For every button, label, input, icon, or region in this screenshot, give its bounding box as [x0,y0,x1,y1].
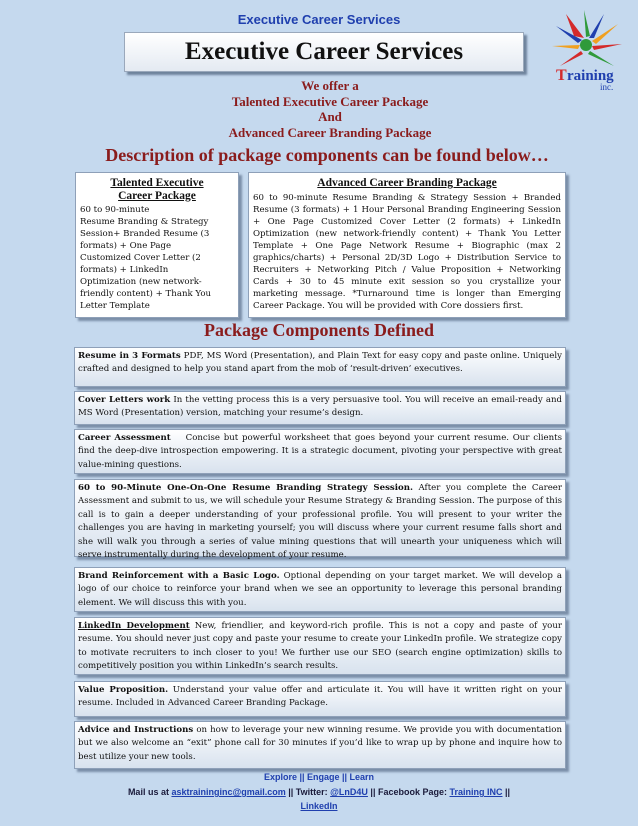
talented-package-title [80,177,234,202]
text-line: formats) + LinkedIn [80,265,169,275]
text-line: formats) + One Page [80,241,172,251]
linkedin-link[interactable]: LinkedIn [300,801,338,811]
logo-wordmark: raining [567,68,614,84]
text-line: Letter Template [80,301,150,311]
component-value-proposition [74,681,566,717]
offer-line: And [318,109,342,124]
component-text: Concise but powerful worksheet that goes beyond your current resume. Our clients find the deep-dive introspection empowering. It is a strategic document, pivoting your perspective with great value-mining questions. [78,433,565,470]
text-line: Optimization (new network- [80,277,202,287]
component-text: Understand your value offer and articulate it. You will have it written right on your resume. Included in Advanced Career Branding Package. [78,685,562,709]
offer-line: Talented Executive Career Package [231,93,429,109]
email-link[interactable]: asktraininginc@gmail.com [171,787,286,797]
component-title: Resume in 3 Formats [78,351,181,361]
component-text: PDF, MS Word (Presentation), and Plain Text for easy copy and paste online. Uniquely crafted and designed to help you stand apart from the mob of ‘result-driven’ executives. [78,351,562,375]
offer-line: We offer a [301,78,359,93]
component-text: After you complete the Career Assessment and submit to us, we will schedule your Resume Strategy & Branding Session. The purpose of this call is to gain a deeper understanding of your professional profile. You will present to your writer the challenges you are having in marketing yourself; you will discuss where your current resume falls short and she will walk you through a series of value mining questions that will unearth your uniqueness which will serve instrumentally during the development of your resume. [78,483,562,561]
component-title: Brand Reinforcement with a Basic Logo. [78,571,280,581]
components-heading: Package Components Defined [204,320,434,340]
title-line: Career Package [118,189,196,202]
component-text: In the vetting process this is a very persuasive tool. You will receive an email-ready and MS Word (Presentation) version, matching your resume’s design. [78,395,562,419]
twitter-label: || Twitter: [285,787,331,797]
component-text: Optional depending on your target market. We will develop a logo of our choice to reinforce your brand when we see an opportunity to leverage this personal branding element. We will discuss this with you. [78,571,563,608]
component-strategy-session [74,479,566,561]
offer-block [150,78,510,140]
page-title [124,32,524,72]
component-linkedin [74,617,566,675]
twitter-link[interactable]: @LnD4U [330,787,368,797]
component-text: New, friendlier, and keyword-rich profile. This is not a copy and paste of your resume. You should never just copy and paste your resume to create your LinkedIn profile. We strategize copy to motivate recruiters to inch closer to you! We further use our SEO (search engine optimization) skills to competitively position you within LinkedIn’s search results. [78,621,562,672]
text-line: Resume Branding & Strategy [80,217,209,227]
logo-initial: T [556,67,567,84]
logo-sub: inc. [600,82,614,92]
facebook-label: || Facebook Page: [367,787,450,797]
advanced-package-title: Advanced Career Branding Package [317,177,497,189]
component-cover-letters [74,391,566,425]
footer-contacts [0,787,638,797]
top-label: Executive Career Services [237,12,401,27]
mail-label: Mail us at [127,787,172,797]
text-line: friendly content) + Thank You [80,289,212,299]
talented-package-panel [75,172,239,318]
offer-line: Advanced Career Branding Package [228,124,432,140]
footer-tagline: Explore || Engage || Learn [263,772,375,782]
component-title: Value Proposition. [78,685,169,695]
sunburst-icon [552,10,622,66]
component-brand-logo [74,567,566,612]
component-text: on how to leverage your new winning resume. We provide you with documentation but we also welcome an “exit” phone call for 30 minutes if you’d like to wrap up by phone and inquire how to best utilize your new tools. [78,725,562,762]
advanced-package-text: 60 to 90-minute Resume Branding & Strategy Session + Branded Resume (3 formats) + 1 Hour Personal Branding Engineering Session + One Page Customized Cover Letter (2 formats) + LinkedIn Optimization (new network-friendly content) + Thank You Letter Template + One Page Network Resume + Biographic (max 2 graphics/charts) + Personal 2D/3D Logo + Distribution Service to Recruiters + Networking Pitch / Value Proposition + Networking Cards + 30 to 45 minute exit session so you crystallize your marketing message. *Turnaround time is longer than Emerging Career Package. You will be provided with Core dossiers first. [253,192,561,311]
separator: || [502,787,511,797]
component-advice [74,721,566,769]
training-inc-logo [544,8,632,94]
text-line: Customized Cover Letter (2 [80,253,201,263]
description-heading: Description of package components can be found below… [105,145,549,165]
component-resume-formats [74,347,566,387]
title-line: Talented Executive [110,177,204,189]
component-career-assessment [74,429,566,474]
talented-package-text [80,204,234,312]
facebook-link[interactable]: Training INC [449,787,503,797]
component-title: 60 to 90-Minute One-On-One Resume Branding Strategy Session. [78,483,413,493]
text-line: Session+ Branded Resume (3 [80,229,210,239]
advanced-package-panel [248,172,566,318]
component-title: Cover Letters work [78,395,171,405]
component-title: Career Assessment [78,433,171,443]
component-title: LinkedIn Development [78,621,190,631]
page-title-text: Executive Career Services [184,38,464,65]
footer-linkedin [0,801,638,811]
component-title: Advice and Instructions [78,725,194,735]
text-line: 60 to 90-minute [80,205,150,215]
